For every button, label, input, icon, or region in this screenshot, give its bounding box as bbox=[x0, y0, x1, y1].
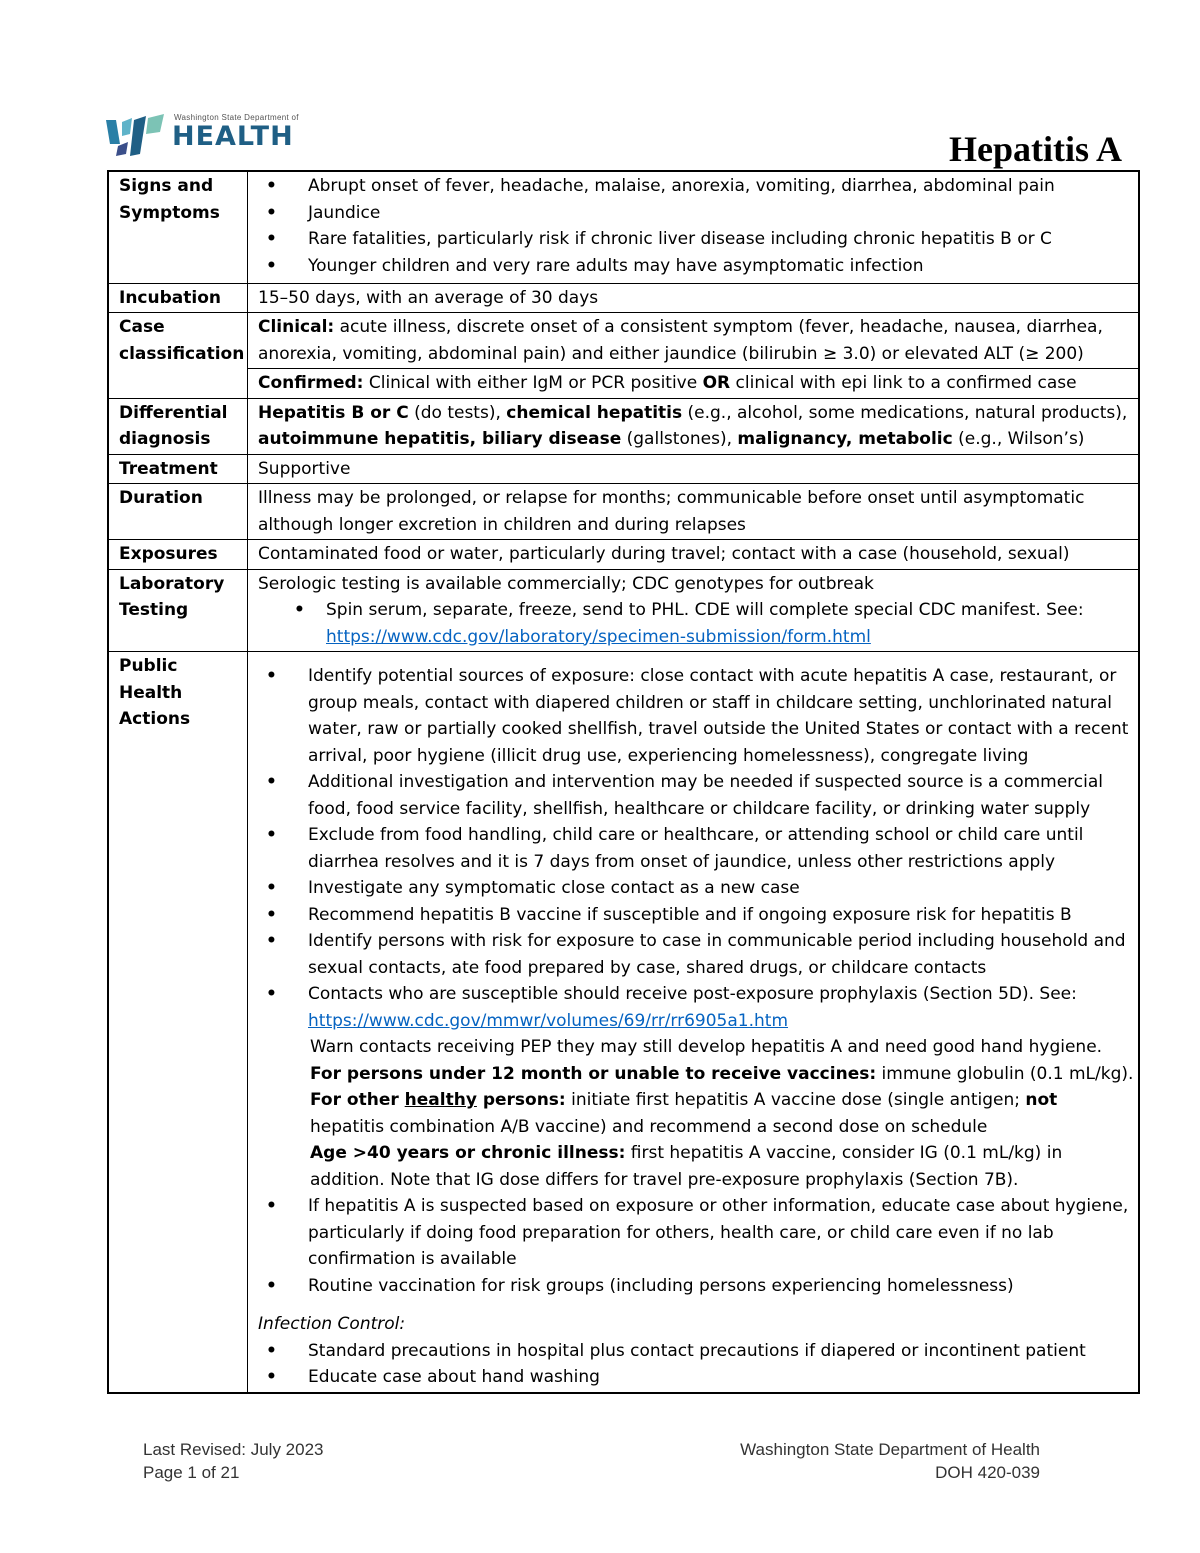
pep-item: Contacts who are susceptible should receive post-exposure prophylaxis (Section 5D). See: bbox=[308, 984, 1077, 1004]
diff-t3: (gallstones), bbox=[621, 429, 738, 449]
differential-text bbox=[248, 398, 1140, 454]
list-item: • Identify persons with risk for exposure to case in communicable period including household and sexual contacts, ate food prepared by case, shared drugs, or childcare contacts bbox=[308, 928, 1134, 981]
list-item: • Younger children and very rare adults may have asymptomatic infection bbox=[308, 253, 1134, 280]
row-public bbox=[108, 652, 1139, 1393]
footer-right bbox=[740, 1438, 1040, 1484]
row-case-confirmed bbox=[108, 369, 1139, 399]
list-item: • Recommend hepatitis B vaccine if susceptible and if ongoing exposure risk for hepatitis B bbox=[308, 902, 1134, 929]
label-public: Public Health Actions bbox=[108, 652, 248, 1393]
pep-other-healthy: healthy bbox=[404, 1090, 477, 1110]
pep-details bbox=[258, 1034, 1134, 1193]
row-duration bbox=[108, 484, 1139, 540]
confirmed-text: Clinical with either IgM or PCR positive bbox=[363, 373, 703, 393]
case-confirmed bbox=[248, 369, 1140, 399]
label-signs: Signs and Symptoms bbox=[108, 171, 248, 283]
diff-b3: autoimmune hepatitis, biliary disease bbox=[258, 429, 622, 449]
diff-t2: (e.g., alcohol, some medications, natural products), bbox=[682, 402, 1128, 423]
list-item: • Educate case about hand washing bbox=[308, 1364, 1134, 1391]
list-item: • Routine vaccination for risk groups (including persons experiencing homelessness) bbox=[308, 1273, 1134, 1300]
pep-under12-label: For persons under 12 month or unable to receive vaccines: bbox=[310, 1063, 877, 1084]
list-item: • Jaundice bbox=[308, 200, 1134, 227]
pep-link[interactable]: https://www.cdc.gov/mmwr/volumes/69/rr/rr6905a1.htm bbox=[308, 1010, 789, 1031]
row-differential bbox=[108, 398, 1139, 454]
list-item: • Investigate any symptomatic close contact as a new case bbox=[308, 875, 1134, 902]
public-cell bbox=[248, 652, 1140, 1393]
footer-org: Washington State Department of Health bbox=[740, 1440, 1040, 1459]
confirmed-text-2: clinical with epi link to a confirmed case bbox=[730, 373, 1077, 393]
diff-t4: (e.g., Wilson’s) bbox=[952, 429, 1085, 449]
pep-age-label: Age >40 years or chronic illness: bbox=[310, 1143, 626, 1163]
logo-small-text: Washington State Department of bbox=[174, 113, 299, 122]
pep-other-text-1: initiate first hepatitis A vaccine dose (single antigen; bbox=[565, 1090, 1026, 1110]
info-table bbox=[107, 170, 1140, 1394]
footer-doc: DOH 420-039 bbox=[935, 1463, 1040, 1482]
page-title: Hepatitis A bbox=[948, 129, 1122, 169]
diff-b4: malignancy, metabolic bbox=[737, 429, 953, 449]
confirmed-or: OR bbox=[702, 373, 731, 393]
list-item: • Exclude from food handling, child care or healthcare, or attending school or child care until diarrhea resolves and it is 7 days from onset of jaundice, unless other restrictions apply bbox=[308, 822, 1134, 875]
clinical-label: Clinical: bbox=[258, 317, 335, 337]
infection-control-label: Infection Control: bbox=[258, 1314, 406, 1334]
label-incubation: Incubation bbox=[108, 283, 248, 313]
duration-text: Illness may be prolonged, or relapse for months; communicable before onset until asymptomatic although longer excretion in children and during relapses bbox=[248, 484, 1140, 540]
list-item: • Standard precautions in hospital plus contact precautions if diapered or incontinent patient bbox=[308, 1338, 1134, 1365]
list-item: • Rare fatalities, particularly risk if chronic liver disease including chronic hepatitis B or C bbox=[308, 226, 1134, 253]
footer-revised: Last Revised: July 2023 bbox=[143, 1440, 324, 1459]
pep-under12-text: immune globulin (0.1 mL/kg). bbox=[876, 1063, 1134, 1084]
row-incubation bbox=[108, 283, 1139, 313]
lab-text: Serologic testing is available commercially; CDC genotypes for outbreak bbox=[258, 573, 874, 594]
label-lab: Laboratory Testing bbox=[108, 569, 248, 652]
label-case: Case classification bbox=[108, 313, 248, 399]
confirmed-label: Confirmed: bbox=[258, 373, 364, 393]
case-clinical bbox=[248, 313, 1140, 369]
label-duration: Duration bbox=[108, 484, 248, 540]
lab-item: Spin serum, separate, freeze, send to PHL. CDE will complete special CDC manifest. See: bbox=[326, 600, 1084, 620]
list-item: • Abrupt onset of fever, headache, malaise, anorexia, vomiting, diarrhea, abdominal pain bbox=[308, 173, 1134, 200]
lab-cell bbox=[248, 569, 1140, 652]
row-lab bbox=[108, 569, 1139, 652]
list-item bbox=[308, 981, 1134, 1034]
diff-t1: (do tests), bbox=[408, 402, 507, 423]
list-item: • If hepatitis A is suspected based on exposure or other information, educate case about hygiene, particularly if doing food preparation for others, health care, or child care even if no lab confirmation is available bbox=[308, 1193, 1134, 1273]
row-treatment bbox=[108, 454, 1139, 484]
footer-page: Page 1 of 21 bbox=[143, 1463, 240, 1482]
footer-left bbox=[143, 1438, 324, 1484]
pep-other-not: not bbox=[1025, 1090, 1058, 1110]
exposures-text: Contaminated food or water, particularly during travel; contact with a case (household, sexual) bbox=[248, 540, 1140, 570]
pep-other-label-1: For other bbox=[310, 1090, 405, 1110]
pep-age-text: first hepatitis A vaccine, consider IG (0.1 mL/kg) in addition. Note that IG dose differs for travel pre-exposure prophylaxis (Section 7B). bbox=[310, 1143, 1063, 1190]
list-item: • Identify potential sources of exposure: close contact with acute hepatitis A case, restaurant, or group meals, contact with diapered children or staff in childcare setting, unchlorinated natural water, raw or partially cooked shellfish, travel outside the United States or contact with a recent arrival, poor hygiene (illicit drug use, experiencing homelessness), congregate living bbox=[308, 663, 1134, 769]
label-treatment: Treatment bbox=[108, 454, 248, 484]
clinical-text: acute illness, discrete onset of a consistent symptom (fever, headache, nausea, diarrhea, anorexia, vomiting, abdominal pain) and either jaundice (bilirubin ≥ 3.0) or elevated ALT (≥ 200) bbox=[258, 317, 1103, 364]
signs-cell bbox=[248, 171, 1140, 283]
pep-other-text-2: hepatitis combination A/B vaccine) and recommend a second dose on schedule bbox=[310, 1116, 988, 1137]
pep-other-label-2: persons: bbox=[476, 1090, 566, 1110]
incubation-text: 15–50 days, with an average of 30 days bbox=[248, 283, 1140, 313]
diff-b1: Hepatitis B or C bbox=[258, 402, 409, 423]
logo-wordmark: HEALTH bbox=[172, 121, 294, 152]
row-signs bbox=[108, 171, 1139, 283]
row-exposures bbox=[108, 540, 1139, 570]
list-item bbox=[326, 597, 1134, 650]
diff-b2: chemical hepatitis bbox=[506, 402, 683, 423]
label-differential: Differential diagnosis bbox=[108, 398, 248, 454]
pep-under12 bbox=[310, 1061, 1134, 1088]
row-case-clinical bbox=[108, 313, 1139, 369]
treatment-text: Supportive bbox=[248, 454, 1140, 484]
lab-link[interactable]: https://www.cdc.gov/laboratory/specimen-submission/form.html bbox=[326, 626, 871, 647]
pep-other bbox=[310, 1087, 1134, 1140]
list-item: • Additional investigation and intervention may be needed if suspected source is a commercial food, food service facility, shellfish, healthcare or childcare facility, or drinking water supply bbox=[308, 769, 1134, 822]
pep-age bbox=[310, 1140, 1134, 1193]
label-exposures: Exposures bbox=[108, 540, 248, 570]
pep-warn: Warn contacts receiving PEP they may still develop hepatitis A and need good hand hygiene. bbox=[310, 1037, 1103, 1057]
